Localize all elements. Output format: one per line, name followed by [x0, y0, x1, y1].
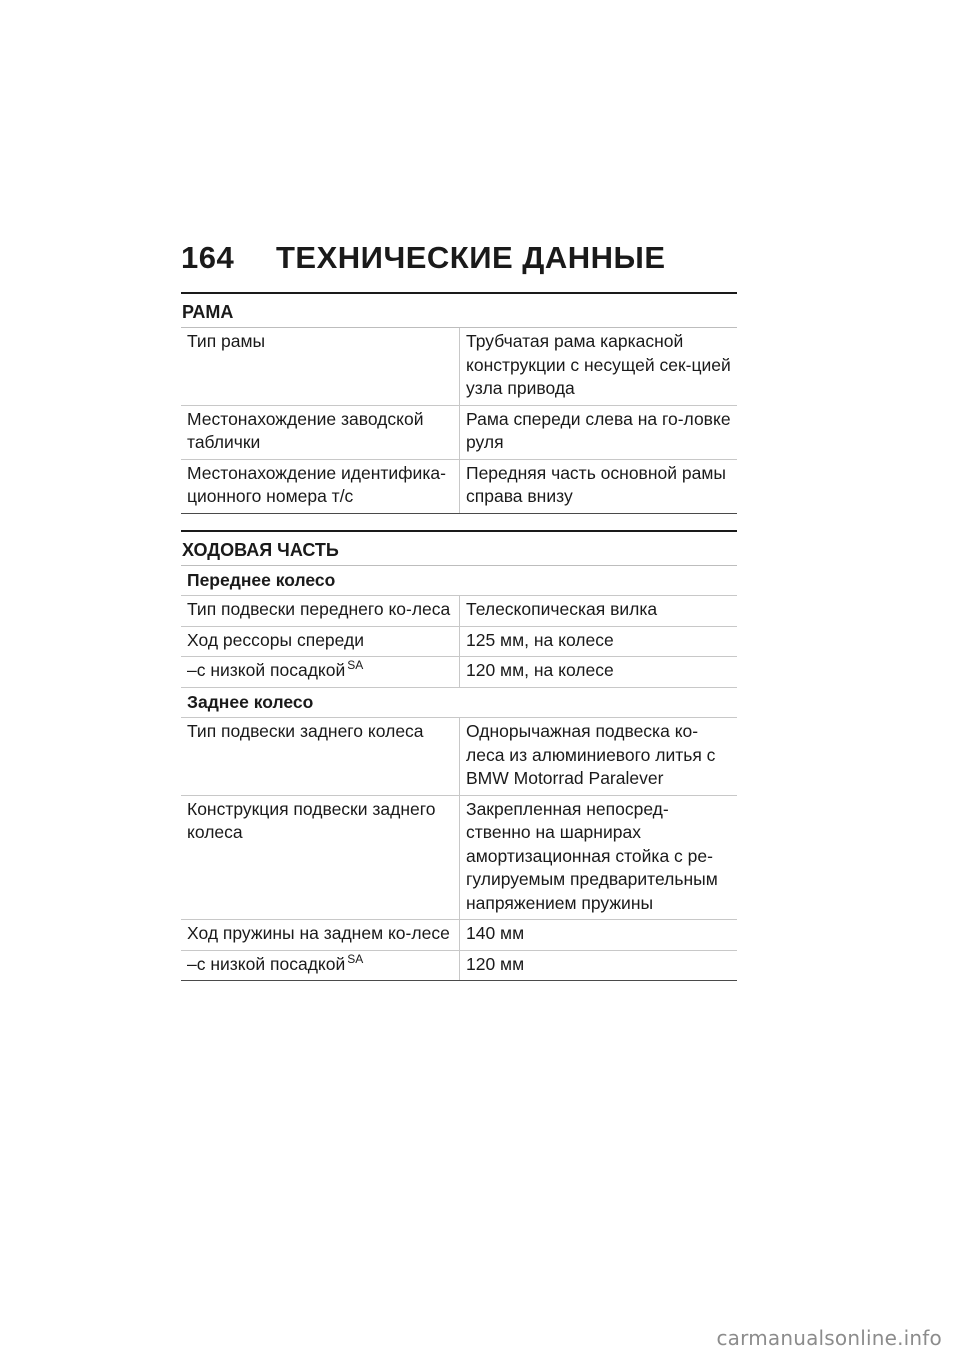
watermark[interactable]: carmanualsonline.info	[716, 1326, 942, 1350]
page-header	[181, 240, 737, 282]
value-cell: 120 мм	[460, 950, 738, 981]
value-cell: Однорычажная подвеска ко-леса из алюминиевого литья с BMW Motorrad Paralever	[460, 718, 738, 796]
value-cell: Трубчатая рама каркасной конструкции с несущей сек-цией узла привода	[460, 328, 738, 405]
table-row	[181, 626, 737, 657]
chassis-spec-table	[181, 566, 737, 982]
value-cell: Закрепленная непосред-ственно на шарнирах амортизационная стойка с ре-гулируемым предварительным напряжением пружины	[460, 795, 738, 920]
chassis-section	[181, 530, 737, 982]
param-cell	[181, 950, 460, 981]
table-row	[181, 328, 737, 405]
section-heading-chassis: ХОДОВАЯ ЧАСТЬ	[181, 530, 737, 566]
frame-section	[181, 292, 737, 514]
table-row	[181, 596, 737, 627]
sa-badge: SA	[347, 951, 364, 966]
subheading-rear-wheel: Заднее колесо	[181, 687, 737, 718]
page-number: 164	[181, 240, 235, 275]
param-cell: Тип подвески заднего колеса	[181, 718, 460, 796]
value-cell: Передняя часть основной рамы справа внизу	[460, 459, 738, 513]
frame-spec-table	[181, 328, 737, 514]
param-cell: Тип рамы	[181, 328, 460, 405]
param-cell: Ход пружины на заднем ко-лесе	[181, 920, 460, 951]
value-cell: Рама спереди слева на го-ловке руля	[460, 405, 738, 459]
value-cell: 140 мм	[460, 920, 738, 951]
param-text: –с низкой посадкой	[187, 953, 346, 974]
table-row	[181, 459, 737, 513]
param-cell: Местонахождение идентифика-ционного номера т/с	[181, 459, 460, 513]
param-text: –с низкой посадкой	[187, 660, 346, 680]
section-heading-frame: РАМА	[181, 292, 737, 328]
table-row	[181, 795, 737, 920]
param-cell: Конструкция подвески заднего колеса	[181, 795, 460, 920]
value-cell: 125 мм, на колесе	[460, 626, 738, 657]
table-row	[181, 950, 737, 981]
subheading-front-wheel: Переднее колесо	[181, 566, 737, 596]
param-cell: Тип подвески переднего ко-леса	[181, 596, 460, 627]
param-cell: Местонахождение заводской таблички	[181, 405, 460, 459]
sa-badge: SA	[347, 658, 364, 673]
subheading-row-front	[181, 566, 737, 596]
page-title: ТЕХНИЧЕСКИЕ ДАННЫЕ	[276, 240, 666, 275]
value-cell: 120 мм, на колесе	[460, 657, 738, 688]
table-row	[181, 920, 737, 951]
manual-page	[181, 240, 737, 981]
param-cell: Ход рессоры спереди	[181, 626, 460, 657]
table-row	[181, 657, 737, 688]
param-cell	[181, 657, 460, 688]
value-cell: Телескопическая вилка	[460, 596, 738, 627]
table-row	[181, 718, 737, 796]
subheading-row-rear	[181, 687, 737, 718]
table-row	[181, 405, 737, 459]
